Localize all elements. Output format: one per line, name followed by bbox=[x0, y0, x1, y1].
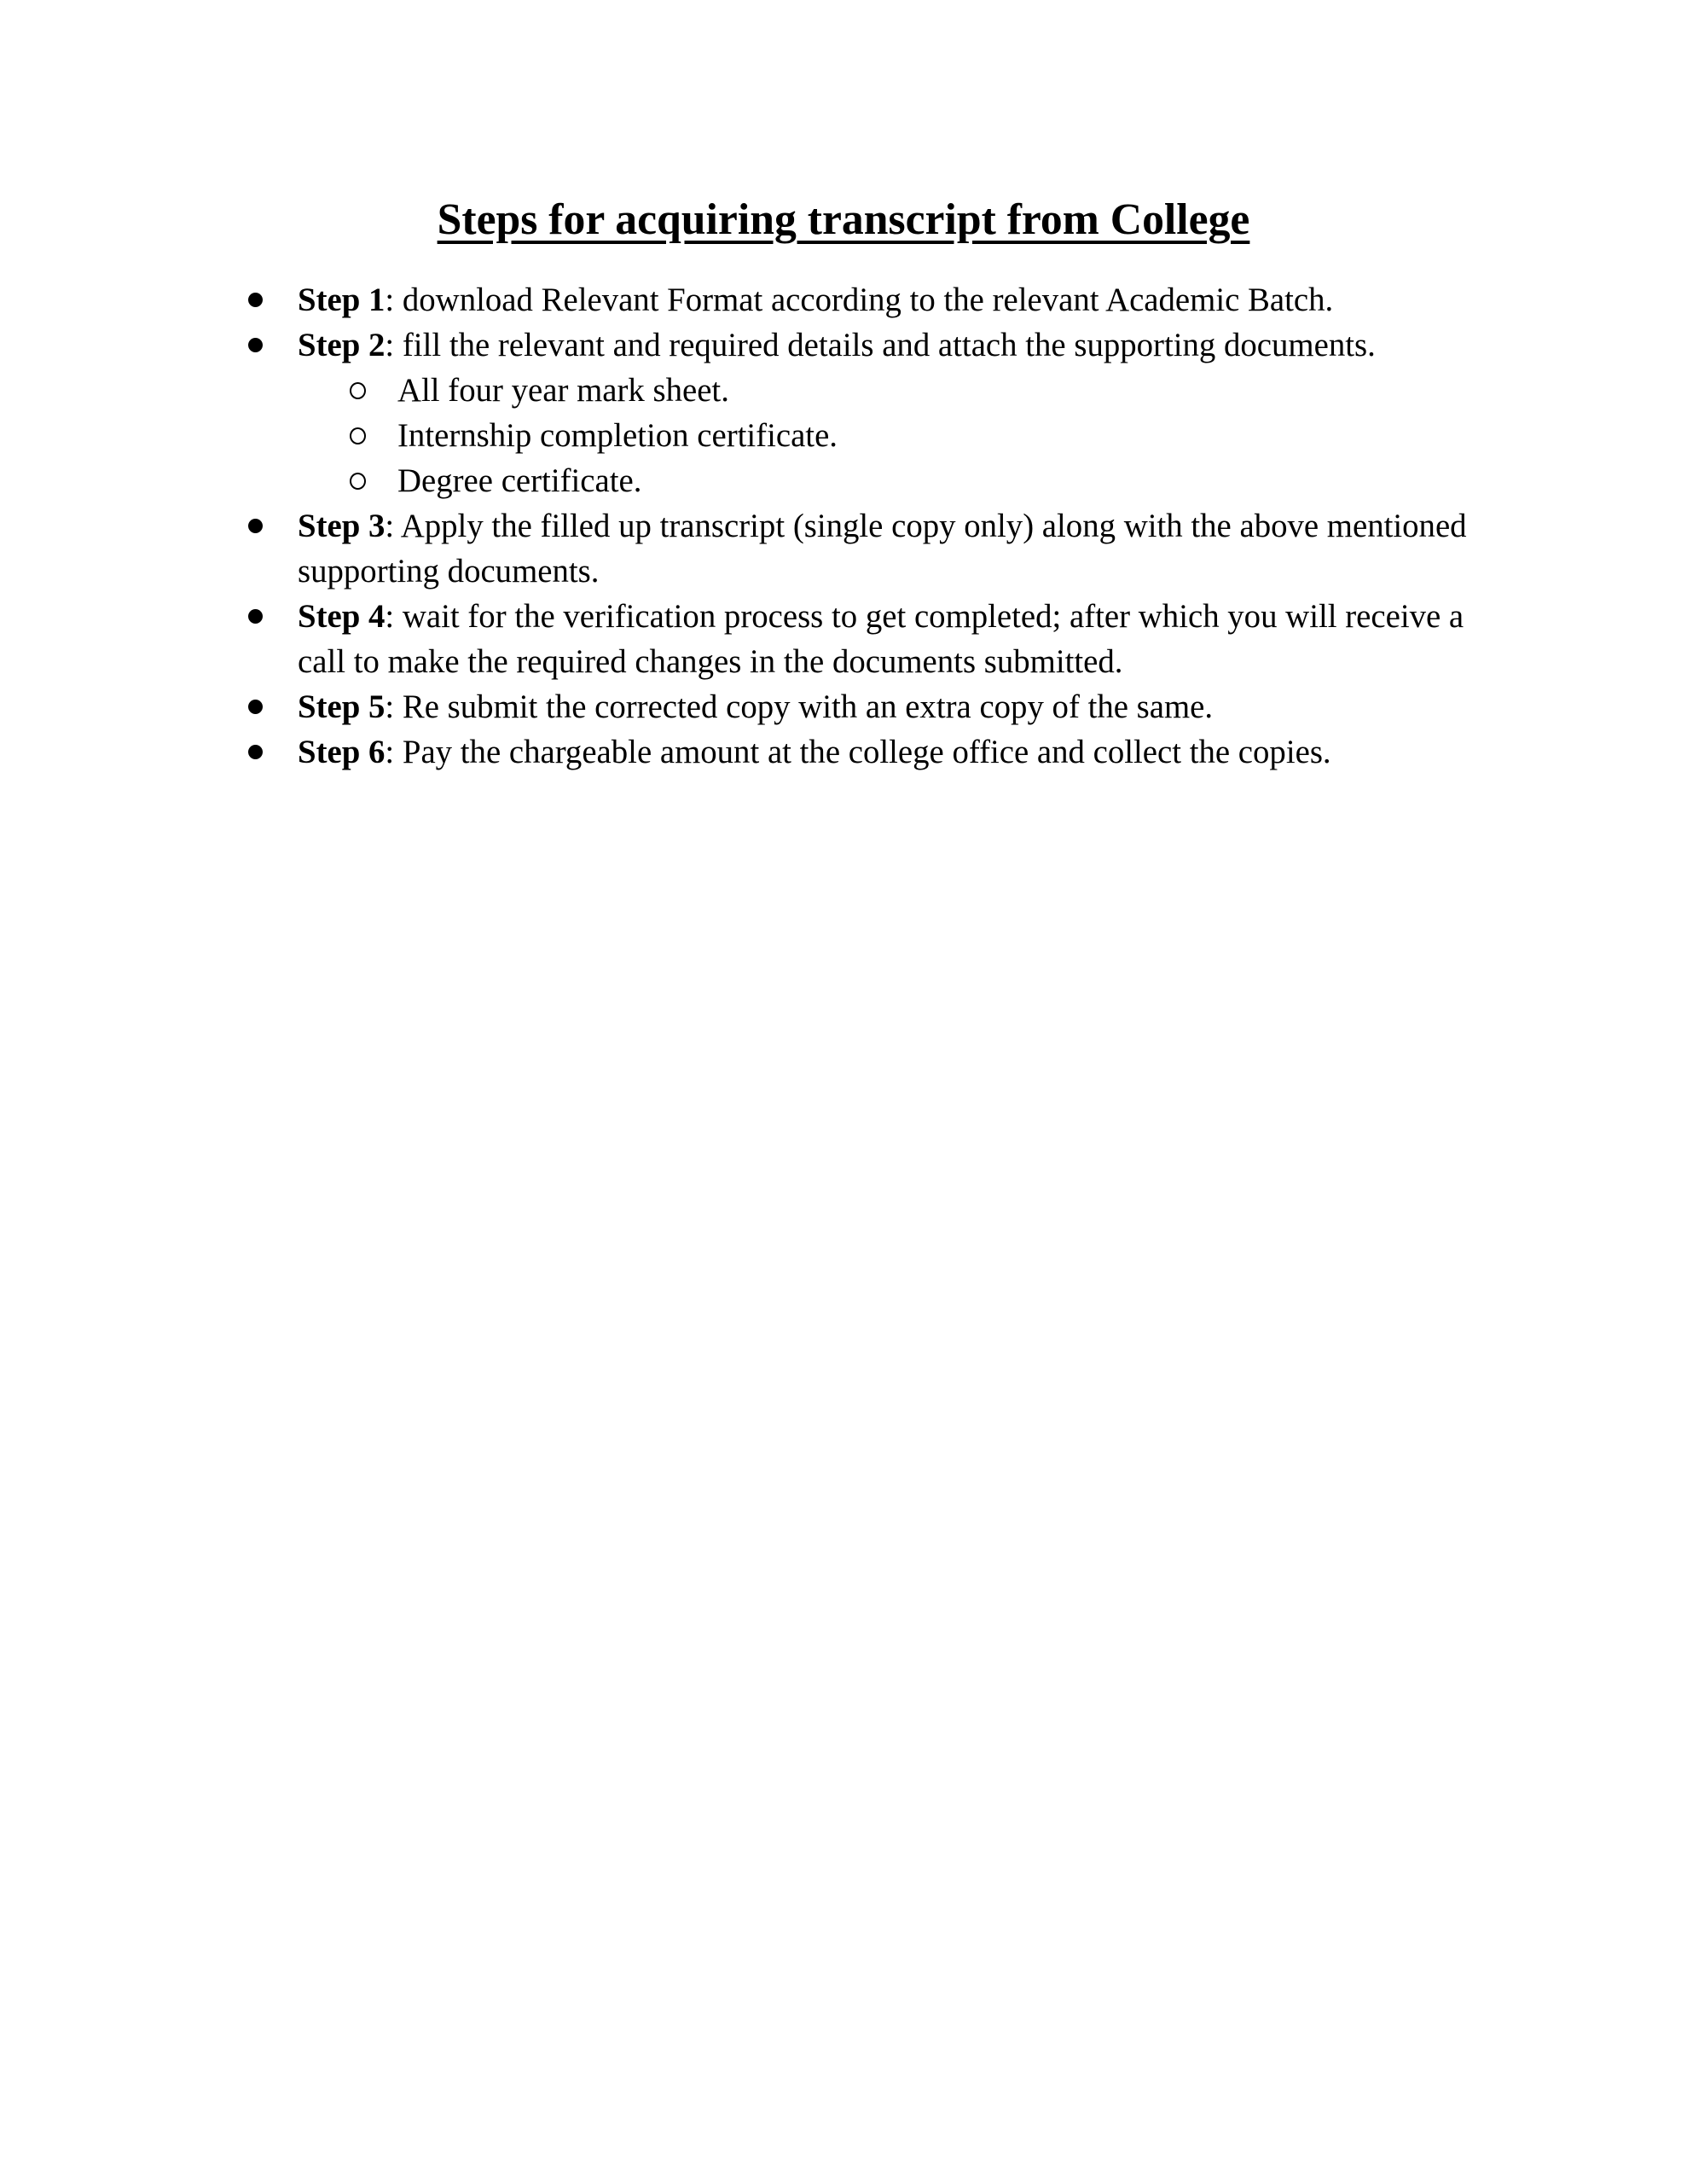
bullet-icon bbox=[248, 293, 263, 307]
steps-list bbox=[199, 277, 1488, 775]
list-subitem-mark-sheet bbox=[199, 368, 1488, 413]
bullet-icon bbox=[248, 609, 263, 624]
list-item-step-5 bbox=[199, 684, 1488, 729]
step-label: Step 5 bbox=[298, 688, 386, 725]
step-text: : Pay the chargeable amount at the college office and collect the copies. bbox=[385, 734, 1331, 770]
step-text: : fill the relevant and required details and attach the supporting documents. bbox=[385, 327, 1376, 363]
step-label: Step 2 bbox=[298, 327, 386, 363]
bullet-icon bbox=[248, 700, 263, 714]
page-title-text: Steps for acquiring transcript from College bbox=[437, 195, 1250, 244]
page-title bbox=[199, 195, 1488, 246]
bullet-icon bbox=[248, 519, 263, 533]
circle-bullet-icon bbox=[350, 382, 366, 399]
list-subitem-internship-certificate bbox=[199, 413, 1488, 458]
bullet-icon bbox=[248, 338, 263, 352]
bullet-icon bbox=[248, 745, 263, 759]
step-label: Step 1 bbox=[298, 282, 386, 318]
step-label: Step 4 bbox=[298, 598, 386, 635]
subitem-text: Degree certificate. bbox=[397, 462, 642, 499]
list-item-step-4 bbox=[199, 594, 1488, 684]
step-text: : wait for the verification process to get completed; after which you will receive a call to make the required changes in the documents submitted. bbox=[298, 598, 1464, 680]
list-item-step-6 bbox=[199, 729, 1488, 775]
subitem-text: All four year mark sheet. bbox=[397, 372, 729, 409]
subitem-text: Internship completion certificate. bbox=[397, 417, 838, 454]
list-subitem-degree-certificate bbox=[199, 458, 1488, 503]
step-text: : download Relevant Format according to the relevant Academic Batch. bbox=[385, 282, 1334, 318]
circle-bullet-icon bbox=[350, 473, 366, 490]
list-item-step-2 bbox=[199, 322, 1488, 368]
step-label: Step 3 bbox=[298, 508, 386, 544]
step-text: : Re submit the corrected copy with an extra copy of the same. bbox=[385, 688, 1214, 725]
circle-bullet-icon bbox=[350, 427, 366, 444]
step-label: Step 6 bbox=[298, 734, 386, 770]
step-text: : Apply the filled up transcript (single copy only) along with the above mentioned supporting documents. bbox=[298, 508, 1467, 590]
list-item-step-1 bbox=[199, 277, 1488, 322]
list-item-step-3 bbox=[199, 503, 1488, 594]
